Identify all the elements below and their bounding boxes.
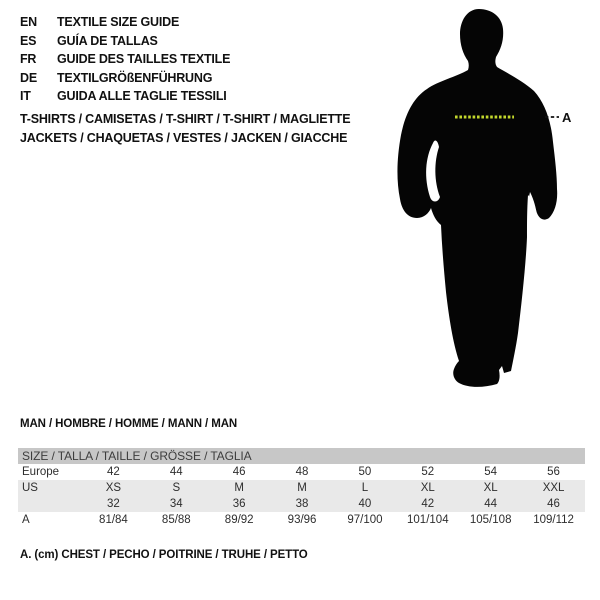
cell: 85/88 <box>161 514 191 526</box>
cell: 46 <box>232 466 246 478</box>
category-line-jackets: JACKETS / CHAQUETAS / VESTES / JACKEN / GIACCHE <box>20 131 348 145</box>
cell: M <box>234 482 244 494</box>
cell: 46 <box>547 498 560 510</box>
cell: XL <box>483 482 498 494</box>
category-line-tshirts: T-SHIRTS / CAMISETAS / T-SHIRT / T-SHIRT / MAGLIETTE <box>20 112 351 126</box>
cell: 42 <box>107 466 120 478</box>
cell: XXL <box>542 482 565 494</box>
cell: 56 <box>547 466 560 478</box>
cell: S <box>172 482 181 494</box>
lang-text: GUÍA DE TALLAS <box>57 33 158 48</box>
row-label <box>18 496 82 512</box>
lang-text: GUIDE DES TAILLES TEXTILE <box>57 52 231 67</box>
cell: 52 <box>421 466 435 478</box>
table-row-europe <box>18 464 585 480</box>
cell: 44 <box>484 498 498 510</box>
cell: XL <box>420 482 435 494</box>
cell: 50 <box>358 466 372 478</box>
size-table-header: SIZE / TALLA / TAILLE / GRÖSSE / TAGLIA <box>18 448 585 464</box>
cell: 89/92 <box>224 514 254 526</box>
cell: 93/96 <box>287 514 317 526</box>
man-silhouette <box>397 9 557 387</box>
section-title: MAN / HOMBRE / HOMME / MANN / MAN <box>20 418 238 430</box>
cell: L <box>361 482 369 494</box>
cell: M <box>297 482 307 494</box>
footnote-chest-measure: A. (cm) CHEST / PECHO / POITRINE / TRUHE / PETTO <box>20 549 308 561</box>
cell: 34 <box>169 498 183 510</box>
lang-text: TEXTILGRÖßENFÜHRUNG <box>57 70 213 85</box>
cell: 36 <box>232 498 246 510</box>
row-label: Europe <box>22 466 60 478</box>
lang-code: FR <box>20 52 37 67</box>
lang-text: GUIDA ALLE TAGLIE TESSILI <box>57 89 227 104</box>
cell: 32 <box>107 498 120 510</box>
cell: 44 <box>169 466 183 478</box>
measure-label-a: A <box>562 110 572 125</box>
cell: 81/84 <box>99 514 128 526</box>
lang-code: EN <box>20 15 37 29</box>
cell: 42 <box>421 498 435 510</box>
cell: 109/112 <box>533 514 574 526</box>
cell: 40 <box>358 498 372 510</box>
table-row-chest-a <box>18 512 585 528</box>
cell: 97/100 <box>347 514 383 526</box>
cell: 38 <box>295 498 309 510</box>
cell: 101/104 <box>407 514 449 526</box>
lang-text: TEXTILE SIZE GUIDE <box>57 15 180 29</box>
row-label: A <box>22 514 30 526</box>
lang-code: ES <box>20 33 37 48</box>
size-table <box>18 448 585 528</box>
table-row-us-numeric <box>18 496 585 512</box>
cell: 48 <box>295 466 309 478</box>
table-row-us <box>18 480 585 496</box>
cell: 54 <box>484 466 498 478</box>
cell: 105/108 <box>469 514 512 526</box>
lang-code: IT <box>20 89 31 104</box>
lang-code: DE <box>20 70 37 85</box>
row-label: US <box>22 482 38 494</box>
cell: XS <box>105 482 122 494</box>
